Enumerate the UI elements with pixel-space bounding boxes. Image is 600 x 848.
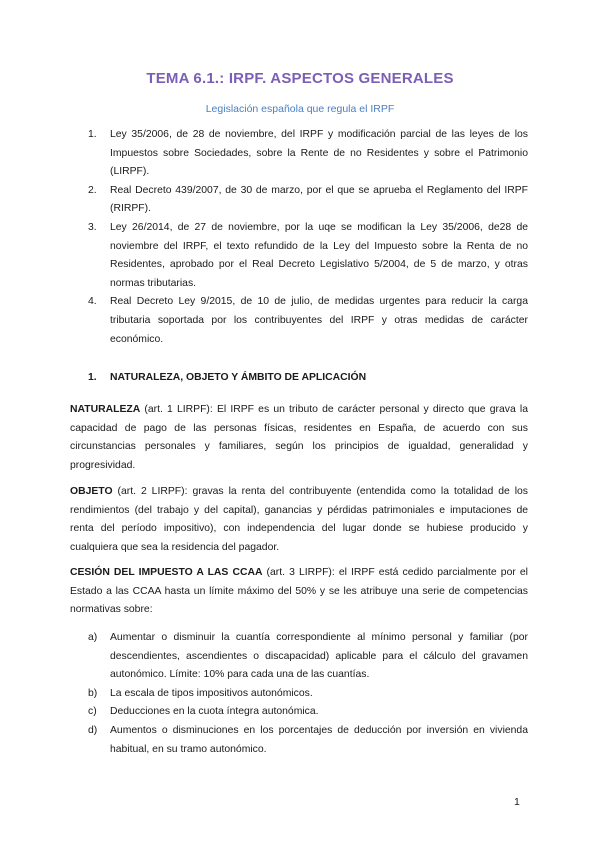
list-item-text: Deducciones en la cuota íntegra autonómica. <box>110 706 319 718</box>
competencias-list <box>88 629 528 759</box>
section-heading <box>88 372 528 383</box>
list-letter: b) <box>88 687 98 699</box>
list-letter: d) <box>88 724 98 736</box>
paragraph-text: (art. 1 LIRPF): El IRPF es un tributo de carácter personal y directo que grava la capacidad de pago de las personas físicas, residentes en España, de acuerdo con sus circunstancias personales y familiares, según los principios de igualdad, generalidad y progresividad. <box>70 404 528 471</box>
page-title: TEMA 6.1.: IRPF. ASPECTOS GENERALES <box>146 70 454 87</box>
paragraph-lead: OBJETO <box>70 486 113 497</box>
paragraph-lead: NATURALEZA <box>70 404 141 415</box>
paragraph-cesion <box>70 564 528 620</box>
list-item <box>88 703 528 722</box>
paragraph-objeto <box>70 483 528 557</box>
legislation-list <box>88 126 528 349</box>
list-item <box>88 293 528 349</box>
paragraph-lead: CESIÓN DEL IMPUESTO A LAS CCAA <box>70 567 263 578</box>
list-item-text: La escala de tipos impositivos autonómicos. <box>110 687 313 699</box>
list-number: 3. <box>88 221 97 233</box>
list-number: 4. <box>88 296 97 308</box>
paragraph-text: (art. 2 LIRPF): gravas la renta del contribuyente (entendida como la totalidad de los rendimientos (del trabajo y del capital), ganancias y pérdidas patrimoniales e imputaciones de renta del período impositivo), con independencia del lugar donde se hubiese producido y cualquiera que sea la residencia del pagador. <box>70 486 528 553</box>
list-number: 2. <box>88 184 97 196</box>
list-item-text: Ley 35/2006, de 28 de noviembre, del IRPF y modificación parcial de las leyes de los Impuestos sobre Sociedades, sobre la Rente de no Residentes y sobre el Patrimonio (LIRPF). <box>110 129 528 178</box>
list-item-text: Aumentos o disminuciones en los porcentajes de deducción por inversión en vivienda habitual, en su tramo autonómico. <box>110 724 528 755</box>
page-subtitle: Legislación española que regula el IRPF <box>205 103 395 115</box>
list-item <box>88 219 528 293</box>
list-item-text: Real Decreto Ley 9/2015, de 10 de julio, de medidas urgentes para reducir la carga tributaria soportada por los contribuyentes del IRPF y otras medidas de carácter económico. <box>110 296 528 345</box>
list-item-text: Real Decreto 439/2007, de 30 de marzo, por el que se aprueba el Reglamento del IRPF (RIRPF). <box>110 184 528 215</box>
list-number: 1. <box>88 129 97 140</box>
list-item <box>88 722 528 759</box>
section-title: NATURALEZA, OBJETO Y ÁMBITO DE APLICACIÓN <box>110 372 367 383</box>
paragraph-naturaleza <box>70 401 528 475</box>
list-letter: a) <box>88 632 98 643</box>
paragraph-text: (art. 3 LIRPF): el IRPF está cedido parcialmente por el Estado a las CCAA hasta un límite máximo del 50% y se les atribuye una serie de competencias normativas sobre: <box>70 567 528 616</box>
section-number: 1. <box>88 372 97 383</box>
list-item <box>88 685 528 704</box>
list-item <box>88 126 528 182</box>
list-item-text: Ley 26/2014, de 27 de noviembre, por la uqe se modifican la Ley 35/2006, de28 de noviembre del IRPF, el texto refundido de la Ley del Impuesto sobre la Renta de no Residentes, aprobado por el Real Decreto Legislativo 5/2004, de 5 de marzo, y otras normas tributarias. <box>110 221 528 289</box>
list-item <box>88 182 528 219</box>
list-item <box>88 629 528 685</box>
list-letter: c) <box>88 706 97 718</box>
list-item-text: Aumentar o disminuir la cuantía correspondiente al mínimo personal y familiar (por descendientes, ascendientes o discapacidad) aplicable para el cálculo del gravamen autonómico. Límite: 10% para cada una de las cuantías. <box>110 632 528 681</box>
page-number: 1 <box>514 796 520 808</box>
